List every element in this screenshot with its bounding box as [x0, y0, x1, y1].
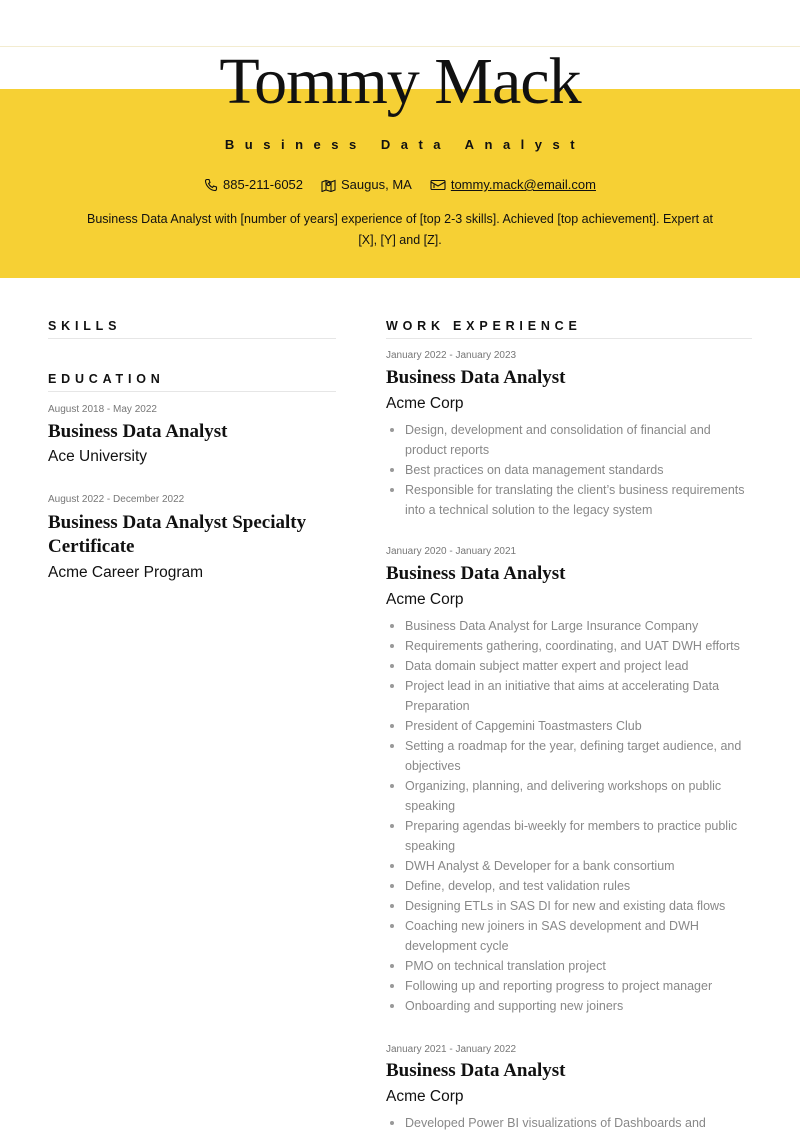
contact-location	[321, 176, 412, 193]
job-role: Business Data Analyst	[224, 137, 586, 152]
job-dates: January 2021 - January 2022	[386, 1044, 517, 1055]
list-item: Requirements gathering, coordinating, and UAT DWH efforts	[405, 636, 752, 656]
list-item: President of Capgemini Toastmasters Club	[405, 716, 752, 736]
contact-phone	[204, 176, 303, 193]
phone-icon	[204, 178, 218, 192]
education-title: Business Data Analyst	[48, 421, 228, 442]
skills-divider	[48, 338, 336, 339]
mail-icon	[430, 178, 446, 191]
list-item: Business Data Analyst for Large Insurance Company	[405, 616, 752, 636]
work-divider	[386, 338, 752, 339]
education-heading: EDUCATION	[48, 372, 165, 386]
job-title: Business Data Analyst	[386, 563, 566, 584]
candidate-name: Tommy Mack	[219, 45, 581, 118]
job-company: Acme Corp	[386, 1088, 464, 1105]
list-item: DWH Analyst & Developer for a bank consortium	[405, 856, 752, 876]
location-text: Saugus, MA	[341, 177, 412, 192]
list-item: Define, develop, and test validation rules	[405, 876, 752, 896]
education-title: Business Data Analyst Specialty Certificate	[48, 512, 307, 557]
job-company: Acme Corp	[386, 395, 464, 412]
job-dates: January 2020 - January 2021	[386, 546, 517, 557]
education-institution: Ace University	[48, 448, 148, 465]
list-item: Onboarding and supporting new joiners	[405, 996, 752, 1016]
education-divider	[48, 391, 336, 392]
job-title: Business Data Analyst	[386, 367, 566, 388]
list-item: Setting a roadmap for the year, defining target audience, and objectives	[405, 736, 752, 776]
job-bullets	[386, 1113, 752, 1133]
list-item: PMO on technical translation project	[405, 956, 752, 976]
job-title: Business Data Analyst	[386, 1060, 566, 1081]
email-link[interactable]: tommy.mack@email.com	[450, 177, 596, 192]
list-item: Project lead in an initiative that aims at accelerating Data Preparation	[405, 676, 752, 716]
job-bullets	[386, 420, 752, 520]
job-company: Acme Corp	[386, 591, 464, 608]
list-item: Best practices on data management standards	[405, 460, 752, 480]
map-icon	[321, 178, 336, 192]
work-heading: WORK EXPERIENCE	[386, 319, 582, 333]
contact-email	[430, 176, 596, 193]
education-dates: August 2022 - December 2022	[48, 494, 185, 505]
profile-summary: Business Data Analyst with [number of years] experience of [top 2-3 skills]. Achieved [top achievement]. Expert at [X], [Y] and [Z].	[86, 212, 713, 247]
list-item: Designing ETLs in SAS DI for new and existing data flows	[405, 896, 752, 916]
job-bullets	[386, 616, 752, 1016]
phone-number: 885-211-6052	[223, 177, 304, 192]
list-item: Design, development and consolidation of financial and product reports	[405, 420, 752, 460]
skills-heading: SKILLS	[48, 319, 122, 333]
job-dates: January 2022 - January 2023	[386, 350, 517, 361]
list-item: Following up and reporting progress to project manager	[405, 976, 752, 996]
list-item: Developed Power BI visualizations of Dashboards and	[405, 1113, 752, 1133]
education-institution: Acme Career Program	[48, 564, 204, 581]
list-item: Preparing agendas bi-weekly for members to practice public speaking	[405, 816, 752, 856]
education-dates: August 2018 - May 2022	[48, 404, 157, 415]
list-item: Coaching new joiners in SAS development and DWH development cycle	[405, 916, 752, 956]
list-item: Responsible for translating the client’s business requirements into a technical solution to the legacy system	[405, 480, 752, 520]
list-item: Data domain subject matter expert and project lead	[405, 656, 752, 676]
list-item: Organizing, planning, and delivering workshops on public speaking	[405, 776, 752, 816]
contact-row	[0, 176, 800, 193]
